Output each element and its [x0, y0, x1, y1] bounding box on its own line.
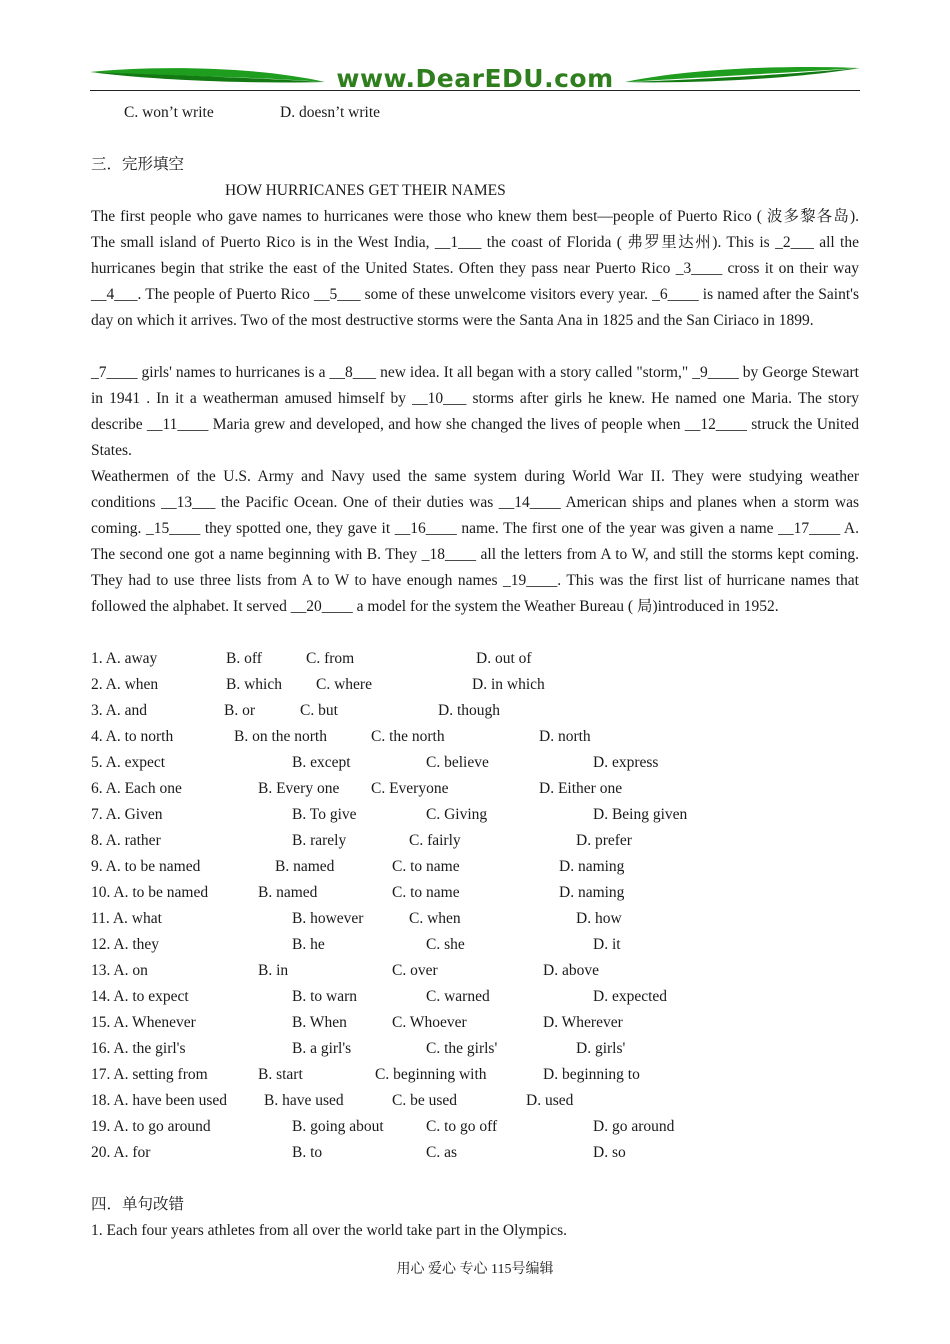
option-b: B. named	[275, 858, 335, 875]
option-c: C. over	[392, 962, 438, 979]
option-b: B. to warn	[292, 988, 358, 1005]
option-b: B. he	[292, 936, 325, 953]
option-d: D. naming	[559, 884, 625, 901]
option-b: B. rarely	[292, 832, 347, 849]
option-d: D. express	[593, 754, 659, 771]
option-b: B. going about	[292, 1118, 384, 1135]
section-heading-cloze: 三．完形填空	[91, 156, 185, 173]
header-rule	[90, 90, 860, 91]
option-b: B. start	[258, 1066, 303, 1083]
option-a: 15. A. Whenever	[91, 1014, 196, 1031]
option-b: B. Every one	[258, 780, 340, 797]
option-c: C. believe	[426, 754, 489, 771]
option-c: C. where	[316, 676, 372, 693]
option-b: B. a girl's	[292, 1040, 352, 1057]
passage-title: HOW HURRICANES GET THEIR NAMES	[225, 182, 506, 199]
option-a: 4. A. to north	[91, 728, 174, 745]
option-d: D. how	[576, 910, 622, 927]
option-c: C. to name	[392, 884, 460, 901]
option-c: C. Everyone	[371, 780, 449, 797]
option-d: D. beginning to	[543, 1066, 640, 1083]
option-c: C. to name	[392, 858, 460, 875]
option-d: D. girls'	[576, 1040, 626, 1057]
option-b: B. have used	[264, 1092, 344, 1109]
option-b: B. except	[292, 754, 351, 771]
correction-question-1: 1. Each four years athletes from all over the world take part in the Olympics.	[91, 1222, 568, 1239]
option-c: C. when	[409, 910, 461, 927]
option-a: 20. A. for	[91, 1144, 151, 1161]
option-a: 8. A. rather	[91, 832, 161, 849]
option-a: 19. A. to go around	[91, 1118, 211, 1135]
option-d: D. though	[438, 702, 500, 719]
option-a: 13. A. on	[91, 962, 148, 979]
option-b: B. or	[224, 702, 255, 719]
option-a: 16. A. the girl's	[91, 1040, 186, 1057]
option-d: D. north	[539, 728, 591, 745]
passage-paragraph-1: The first people who gave names to hurricanes were those who knew them best—people of Puerto Rico ( 波多黎各岛). The small island of Puerto Rico is in the West India, __1___ the coast of Florida ( 弗罗里达州). This is _2___ all the hurricanes begin that strike the east of the United States. Often they pass near Puerto Rico _3____ cross it on their way __4___. The people of Puerto Rico __5___ some of these unwelcome visitors every year. _6____ is named after the Saint's day on which it arrives. Two of the most destructive storms were the Santa Ana in 1825 and the San Ciriaco in 1899.	[91, 208, 859, 329]
option-c: C. Giving	[426, 806, 488, 823]
option-d: D. prefer	[576, 832, 632, 849]
page-footer: 用心 爱心 专心 115号编辑	[396, 1262, 554, 1277]
option-a: 17. A. setting from	[91, 1066, 208, 1083]
option-a: 9. A. to be named	[91, 858, 201, 875]
option-d: D. expected	[593, 988, 668, 1005]
passage-paragraph-2: _7____ girls' names to hurricanes is a __8___ new idea. It all began with a story called "storm," _9____ by George Stewart in 1941 . In it a weatherman amused himself by __10___ storms after girls he knew. He named one Maria. The story describe __11____ Maria grew and developed, and how she changed the lives of people when __12____ struck the United States.	[91, 364, 859, 459]
option-c: C. she	[426, 936, 465, 953]
option-d: D. Either one	[539, 780, 623, 797]
option-c: C. the girls'	[426, 1040, 498, 1057]
option-d: D. above	[543, 962, 599, 979]
option-b: B. however	[292, 910, 364, 927]
option-c: C. fairly	[409, 832, 461, 849]
option-c: C. beginning with	[375, 1066, 487, 1083]
option-c: C. warned	[426, 988, 490, 1005]
option-d: D. Wherever	[543, 1014, 623, 1031]
option-a: 14. A. to expect	[91, 988, 189, 1005]
option-c: C. Whoever	[392, 1014, 467, 1031]
option-a: 11. A. what	[91, 910, 162, 927]
option-c: C. the north	[371, 728, 445, 745]
option-b: B. on the north	[234, 728, 327, 745]
option-c: C. as	[426, 1144, 457, 1161]
option-d: D. so	[593, 1144, 626, 1161]
option-c: C. from	[306, 650, 355, 667]
section-heading-correction: 四．单句改错	[91, 1196, 185, 1213]
option-b: B. which	[226, 676, 282, 693]
option-d: D. go around	[593, 1118, 675, 1135]
option-a: 5. A. expect	[91, 754, 166, 771]
option-d: D. it	[593, 936, 621, 953]
option-b: B. to	[292, 1144, 323, 1161]
option-b: B. When	[292, 1014, 347, 1031]
option-d: D. Being given	[593, 806, 688, 823]
carryover-option-c: C. won’t write	[124, 104, 214, 121]
option-a: 10. A. to be named	[91, 884, 209, 901]
option-c: C. to go off	[426, 1118, 498, 1135]
option-a: 18. A. have been used	[91, 1092, 228, 1109]
option-a: 2. A. when	[91, 676, 159, 693]
option-a: 7. A. Given	[91, 806, 163, 823]
passage-paragraph-3: Weathermen of the U.S. Army and Navy used the same system during World War II. They were studying weather conditions __13___ the Pacific Ocean. One of their duties was __14____ American ships and planes when a storm was coming. _15____ they spotted one, they gave it __16____ name. The first one of the year was given a name __17____ A. The second one got a name beginning with B. They _18____ all the letters from A to W, and still the storms kept coming. They had to use three lists from A to W to have enough names _19____. This was the first list of hurricane names that followed the alphabet. It served __20____ a model for the system the Weather Bureau ( 局)introduced in 1952.	[91, 468, 859, 615]
carryover-option-d: D. doesn’t write	[280, 104, 381, 121]
option-c: C. but	[300, 702, 338, 719]
option-b: B. named	[258, 884, 318, 901]
option-a: 3. A. and	[91, 702, 147, 719]
option-d: D. in which	[472, 676, 545, 693]
option-c: C. be used	[392, 1092, 458, 1109]
option-d: D. used	[526, 1092, 574, 1109]
option-a: 1. A. away	[91, 650, 158, 667]
option-b: B. in	[258, 962, 289, 979]
option-a: 6. A. Each one	[91, 780, 182, 797]
site-brand: www.DearEDU.com	[336, 64, 614, 93]
option-a: 12. A. they	[91, 936, 160, 953]
option-d: D. naming	[559, 858, 625, 875]
option-d: D. out of	[476, 650, 532, 667]
option-b: B. off	[226, 650, 262, 667]
option-b: B. To give	[292, 806, 357, 823]
